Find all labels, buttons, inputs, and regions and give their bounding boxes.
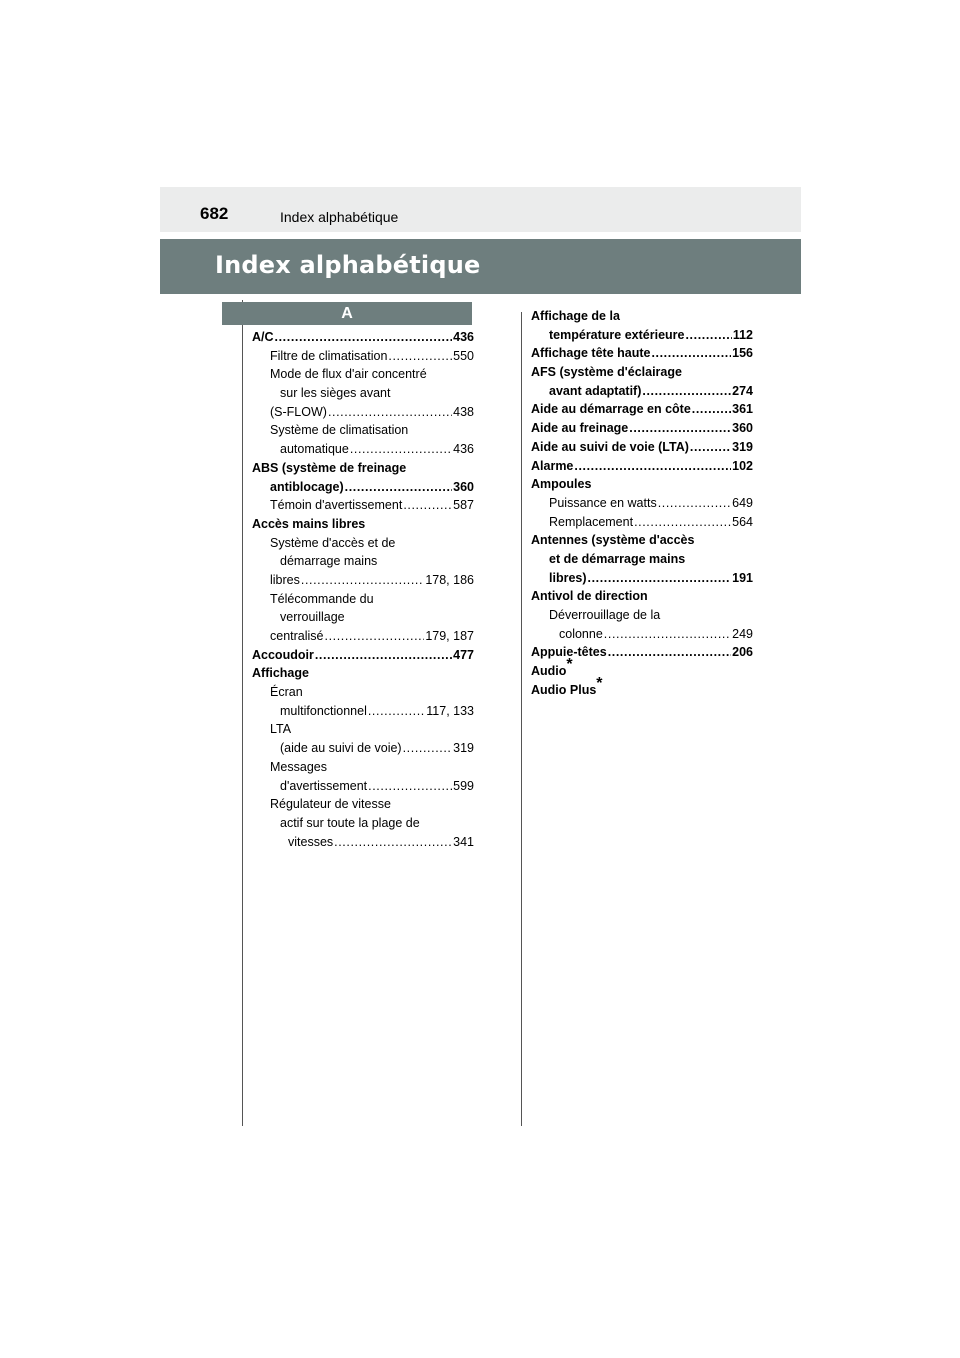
index-entry-label: A/C [252, 330, 274, 344]
index-entry [252, 590, 474, 609]
index-entry-label: Filtre de climatisation [270, 348, 388, 363]
index-entry [252, 347, 474, 366]
dot-leader [275, 328, 453, 347]
index-entry [531, 438, 753, 457]
dot-leader [608, 643, 731, 662]
index-entry-page: 156 [732, 346, 753, 361]
index-entry-page: 206 [732, 645, 753, 660]
index-entry-label: Alarme [531, 458, 574, 473]
index-entry [252, 646, 474, 665]
index-entry [252, 571, 474, 590]
index-entry [252, 795, 474, 814]
dot-leader [350, 440, 452, 459]
running-header-bar [160, 187, 801, 232]
index-entry [531, 674, 753, 700]
index-entry-label: antiblocage) [270, 479, 344, 494]
index-entry [252, 739, 474, 758]
index-entry [531, 457, 753, 476]
index-entry [531, 513, 753, 532]
index-entry-label: actif sur toute la plage de [280, 815, 420, 830]
dot-leader [658, 494, 731, 513]
index-entry [531, 363, 753, 382]
index-entry [252, 683, 474, 702]
dot-leader [388, 347, 452, 366]
index-entry [252, 403, 474, 422]
index-entry-label: Témoin d'avertissement [270, 498, 403, 513]
index-entry [531, 569, 753, 588]
index-entry [531, 382, 753, 401]
index-column-left [252, 328, 474, 851]
index-entry-label: Affichage [252, 666, 309, 681]
index-entry-page: 587 [453, 498, 474, 513]
dot-leader [690, 438, 731, 457]
running-title: Index alphabétique [280, 209, 399, 225]
index-entry [531, 307, 753, 326]
index-entry [252, 496, 474, 515]
index-entry-label: Système d'accès et de [270, 535, 396, 550]
index-entry [252, 440, 474, 459]
index-entry-page: 102 [732, 458, 753, 473]
index-entry-label: libres) [549, 570, 587, 585]
dot-leader [334, 833, 452, 852]
index-entry-page: 564 [732, 514, 753, 529]
dot-leader [325, 627, 425, 646]
index-entry-label: verrouillage [280, 610, 345, 625]
index-entry [531, 655, 753, 681]
section-letter-heading: A [222, 302, 472, 325]
index-entry [531, 344, 753, 363]
index-entry-label: démarrage mains [280, 554, 378, 569]
index-entry [252, 421, 474, 440]
dot-leader [403, 739, 453, 758]
index-entry-page: 112 [732, 327, 753, 342]
index-entry-page: 361 [732, 402, 753, 417]
middle-column-rule [521, 312, 522, 1126]
index-entry [252, 478, 474, 497]
index-entry [252, 627, 474, 646]
index-entry [252, 515, 474, 534]
index-entry-page: 360 [453, 479, 474, 494]
index-entry-label: Ampoules [531, 477, 592, 492]
index-entry [531, 326, 753, 345]
index-entry [252, 702, 474, 721]
dot-leader [301, 571, 424, 590]
index-entry [252, 833, 474, 852]
dot-leader [368, 702, 425, 721]
index-entry [252, 328, 474, 347]
index-entry-label: colonne [559, 626, 603, 641]
index-entry [252, 384, 474, 403]
dot-leader [328, 403, 452, 422]
index-entry-page: 360 [732, 421, 753, 436]
index-entry-label: centralisé [270, 629, 324, 643]
index-entry-page: 599 [453, 778, 474, 793]
index-entry [252, 664, 474, 683]
index-entry-label: Accoudoir [252, 647, 314, 662]
index-entry-label: AFS (système d'éclairage [531, 365, 682, 380]
index-entry-label: Appuie-têtes [531, 645, 607, 660]
index-entry [252, 777, 474, 796]
index-entry-page: 550 [453, 348, 474, 363]
index-entry-label: Messages [270, 759, 327, 774]
index-entry-label: Accès mains libres [252, 516, 366, 531]
index-entry-label: Aide au freinage [531, 421, 629, 436]
dot-leader [403, 496, 452, 515]
dot-leader [634, 513, 731, 532]
index-entry [252, 534, 474, 553]
index-entry [531, 643, 753, 662]
index-entry-page: 178, 186 [425, 572, 474, 587]
index-entry-label: Audio Plus [531, 682, 597, 697]
index-entry [531, 606, 753, 625]
index-entry-page: 191 [732, 570, 753, 585]
dot-leader [692, 400, 731, 419]
index-entry-label: Puissance en watts [549, 495, 657, 510]
index-entry-label: avant adaptatif) [549, 383, 642, 398]
index-entry [531, 625, 753, 644]
index-entry-page: 319 [453, 741, 474, 756]
index-entry-label: automatique [280, 442, 349, 457]
index-entry-label: Audio [531, 664, 567, 679]
index-entry [531, 400, 753, 419]
index-entry-label: libres [270, 572, 300, 587]
left-column-rule [242, 300, 243, 1126]
index-entry [252, 608, 474, 627]
index-entry-label: Système de climatisation [270, 423, 409, 438]
index-entry-label: Remplacement [549, 514, 634, 529]
index-entry-label: Aide au suivi de voie (LTA) [531, 439, 689, 454]
index-entry [531, 550, 753, 569]
index-entry-page: 179, 187 [425, 629, 474, 643]
index-entry-label: Aide au démarrage en côte [531, 402, 691, 417]
index-entry-label: Télécommande du [270, 591, 374, 606]
index-entry-label: multifonctionnel [280, 703, 367, 718]
index-entry [252, 720, 474, 739]
index-entry-page: 438 [453, 404, 474, 419]
index-entry-label: Affichage de la [531, 309, 620, 323]
index-entry [531, 531, 753, 550]
page-number: 682 [200, 204, 229, 223]
index-entry [531, 494, 753, 513]
index-entry-label: LTA [270, 722, 292, 737]
index-entry-label: température extérieure [549, 327, 685, 342]
index-entry-page: 436 [453, 442, 474, 457]
dot-leader [588, 569, 732, 588]
index-entry-label: Déverrouillage de la [549, 608, 661, 622]
index-entry-page: 341 [453, 834, 474, 849]
index-entry [531, 419, 753, 438]
index-entry-label: d'avertissement [280, 778, 368, 793]
index-column-right [531, 307, 753, 699]
index-entry-label: Mode de flux d'air concentré [270, 367, 427, 382]
footnote-asterisk: * [566, 655, 573, 673]
index-entry [531, 475, 753, 494]
index-entry-label: (S-FLOW) [270, 404, 327, 419]
index-entry-label: Affichage tête haute [531, 346, 651, 361]
index-entry-page: 477 [453, 647, 474, 662]
index-entry-label: Antivol de direction [531, 589, 648, 604]
index-entry-page: 319 [732, 439, 753, 454]
index-entry-label: vitesses [288, 834, 334, 849]
dot-leader [574, 457, 731, 476]
dot-leader [651, 344, 731, 363]
index-entry-label: ABS (système de freinage [252, 460, 407, 475]
index-entry-label: et de démarrage mains [549, 551, 686, 566]
index-entry [252, 758, 474, 777]
index-entry [252, 365, 474, 384]
dot-leader [629, 419, 731, 438]
dot-leader [642, 382, 731, 401]
dot-leader [368, 777, 452, 796]
index-entry-page: 649 [732, 495, 753, 510]
dot-leader [315, 646, 452, 665]
index-entry-page: 117, 133 [426, 703, 474, 718]
index-entry-label: Écran [270, 685, 303, 700]
dot-leader [604, 625, 731, 644]
index-entry [531, 587, 753, 606]
index-entry-label: sur les sièges avant [280, 386, 391, 401]
dot-leader [685, 326, 731, 345]
index-entry-page: 274 [732, 383, 753, 398]
index-entry-label: (aide au suivi de voie) [280, 741, 402, 756]
index-entry [252, 552, 474, 571]
page-title: Index alphabétique [215, 251, 481, 279]
index-entry-label: Antennes (système d'accès [531, 533, 695, 548]
index-entry-label: Régulateur de vitesse [270, 797, 391, 812]
footnote-asterisk: * [596, 674, 603, 692]
index-entry-page: 436 [453, 330, 474, 344]
index-entry [252, 459, 474, 478]
index-entry [252, 814, 474, 833]
index-entry-page: 249 [732, 626, 753, 641]
dot-leader [345, 478, 453, 497]
